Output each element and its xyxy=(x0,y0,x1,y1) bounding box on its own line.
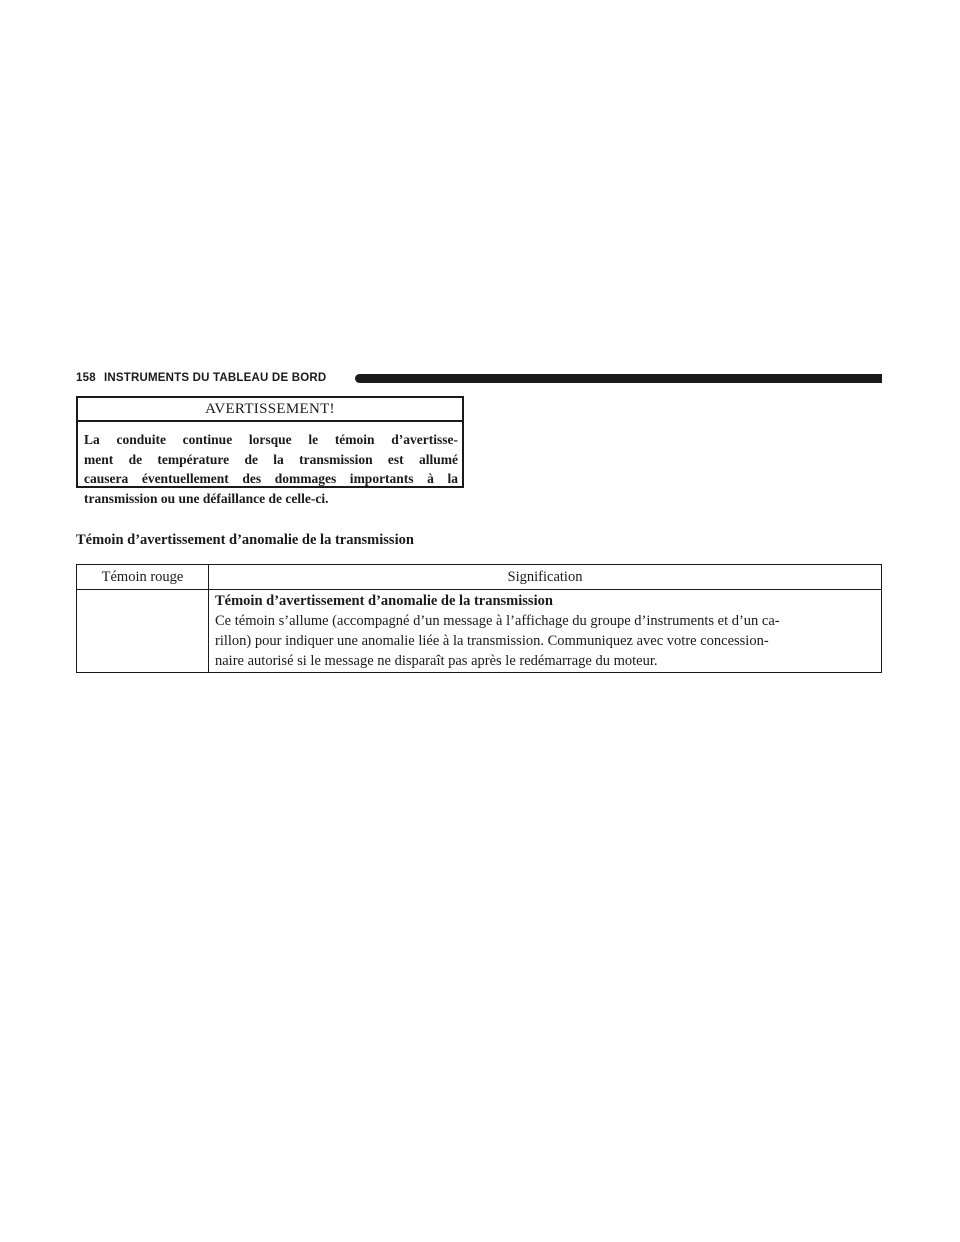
page-header xyxy=(76,370,882,386)
meaning-cell xyxy=(209,590,882,673)
page-number: 158 xyxy=(76,372,96,384)
warning-line: La conduite continue lorsque le témoin d’avertisse- xyxy=(84,432,458,447)
indicator-cell xyxy=(77,590,209,673)
warning-line: causera éventuellement des dommages importants à la xyxy=(84,471,458,486)
warning-title: AVERTISSEMENT! xyxy=(78,398,462,422)
column-header-meaning: Signification xyxy=(209,565,882,590)
meaning-line: Ce témoin s’allume (accompagné d’un message à l’affichage du groupe d’instruments et d’un ca- xyxy=(215,613,780,629)
table-row xyxy=(77,590,882,673)
section-title: INSTRUMENTS DU TABLEAU DE BORD xyxy=(104,372,327,384)
warning-box xyxy=(76,396,464,506)
warning-line: ment de température de la transmission est allumé xyxy=(84,451,458,467)
meaning-line: rillon) pour indiquer une anomalie liée à la transmission. Communiquez avec votre concession- xyxy=(215,633,769,649)
warning-text xyxy=(78,422,462,508)
meaning-line: naire autorisé si le message ne disparaît pas après le redémarrage du moteur. xyxy=(215,653,658,669)
column-header-indicator: Témoin rouge xyxy=(77,565,209,590)
header-rule-bar xyxy=(355,374,882,383)
indicator-table xyxy=(76,564,882,673)
meaning-title: Témoin d’avertissement d’anomalie de la transmission xyxy=(215,593,553,609)
warning-line: transmission ou une défaillance de celle-ci. xyxy=(84,490,329,506)
table-header-row xyxy=(77,565,882,590)
section-subheading: Témoin d’avertissement d’anomalie de la transmission xyxy=(76,532,414,548)
